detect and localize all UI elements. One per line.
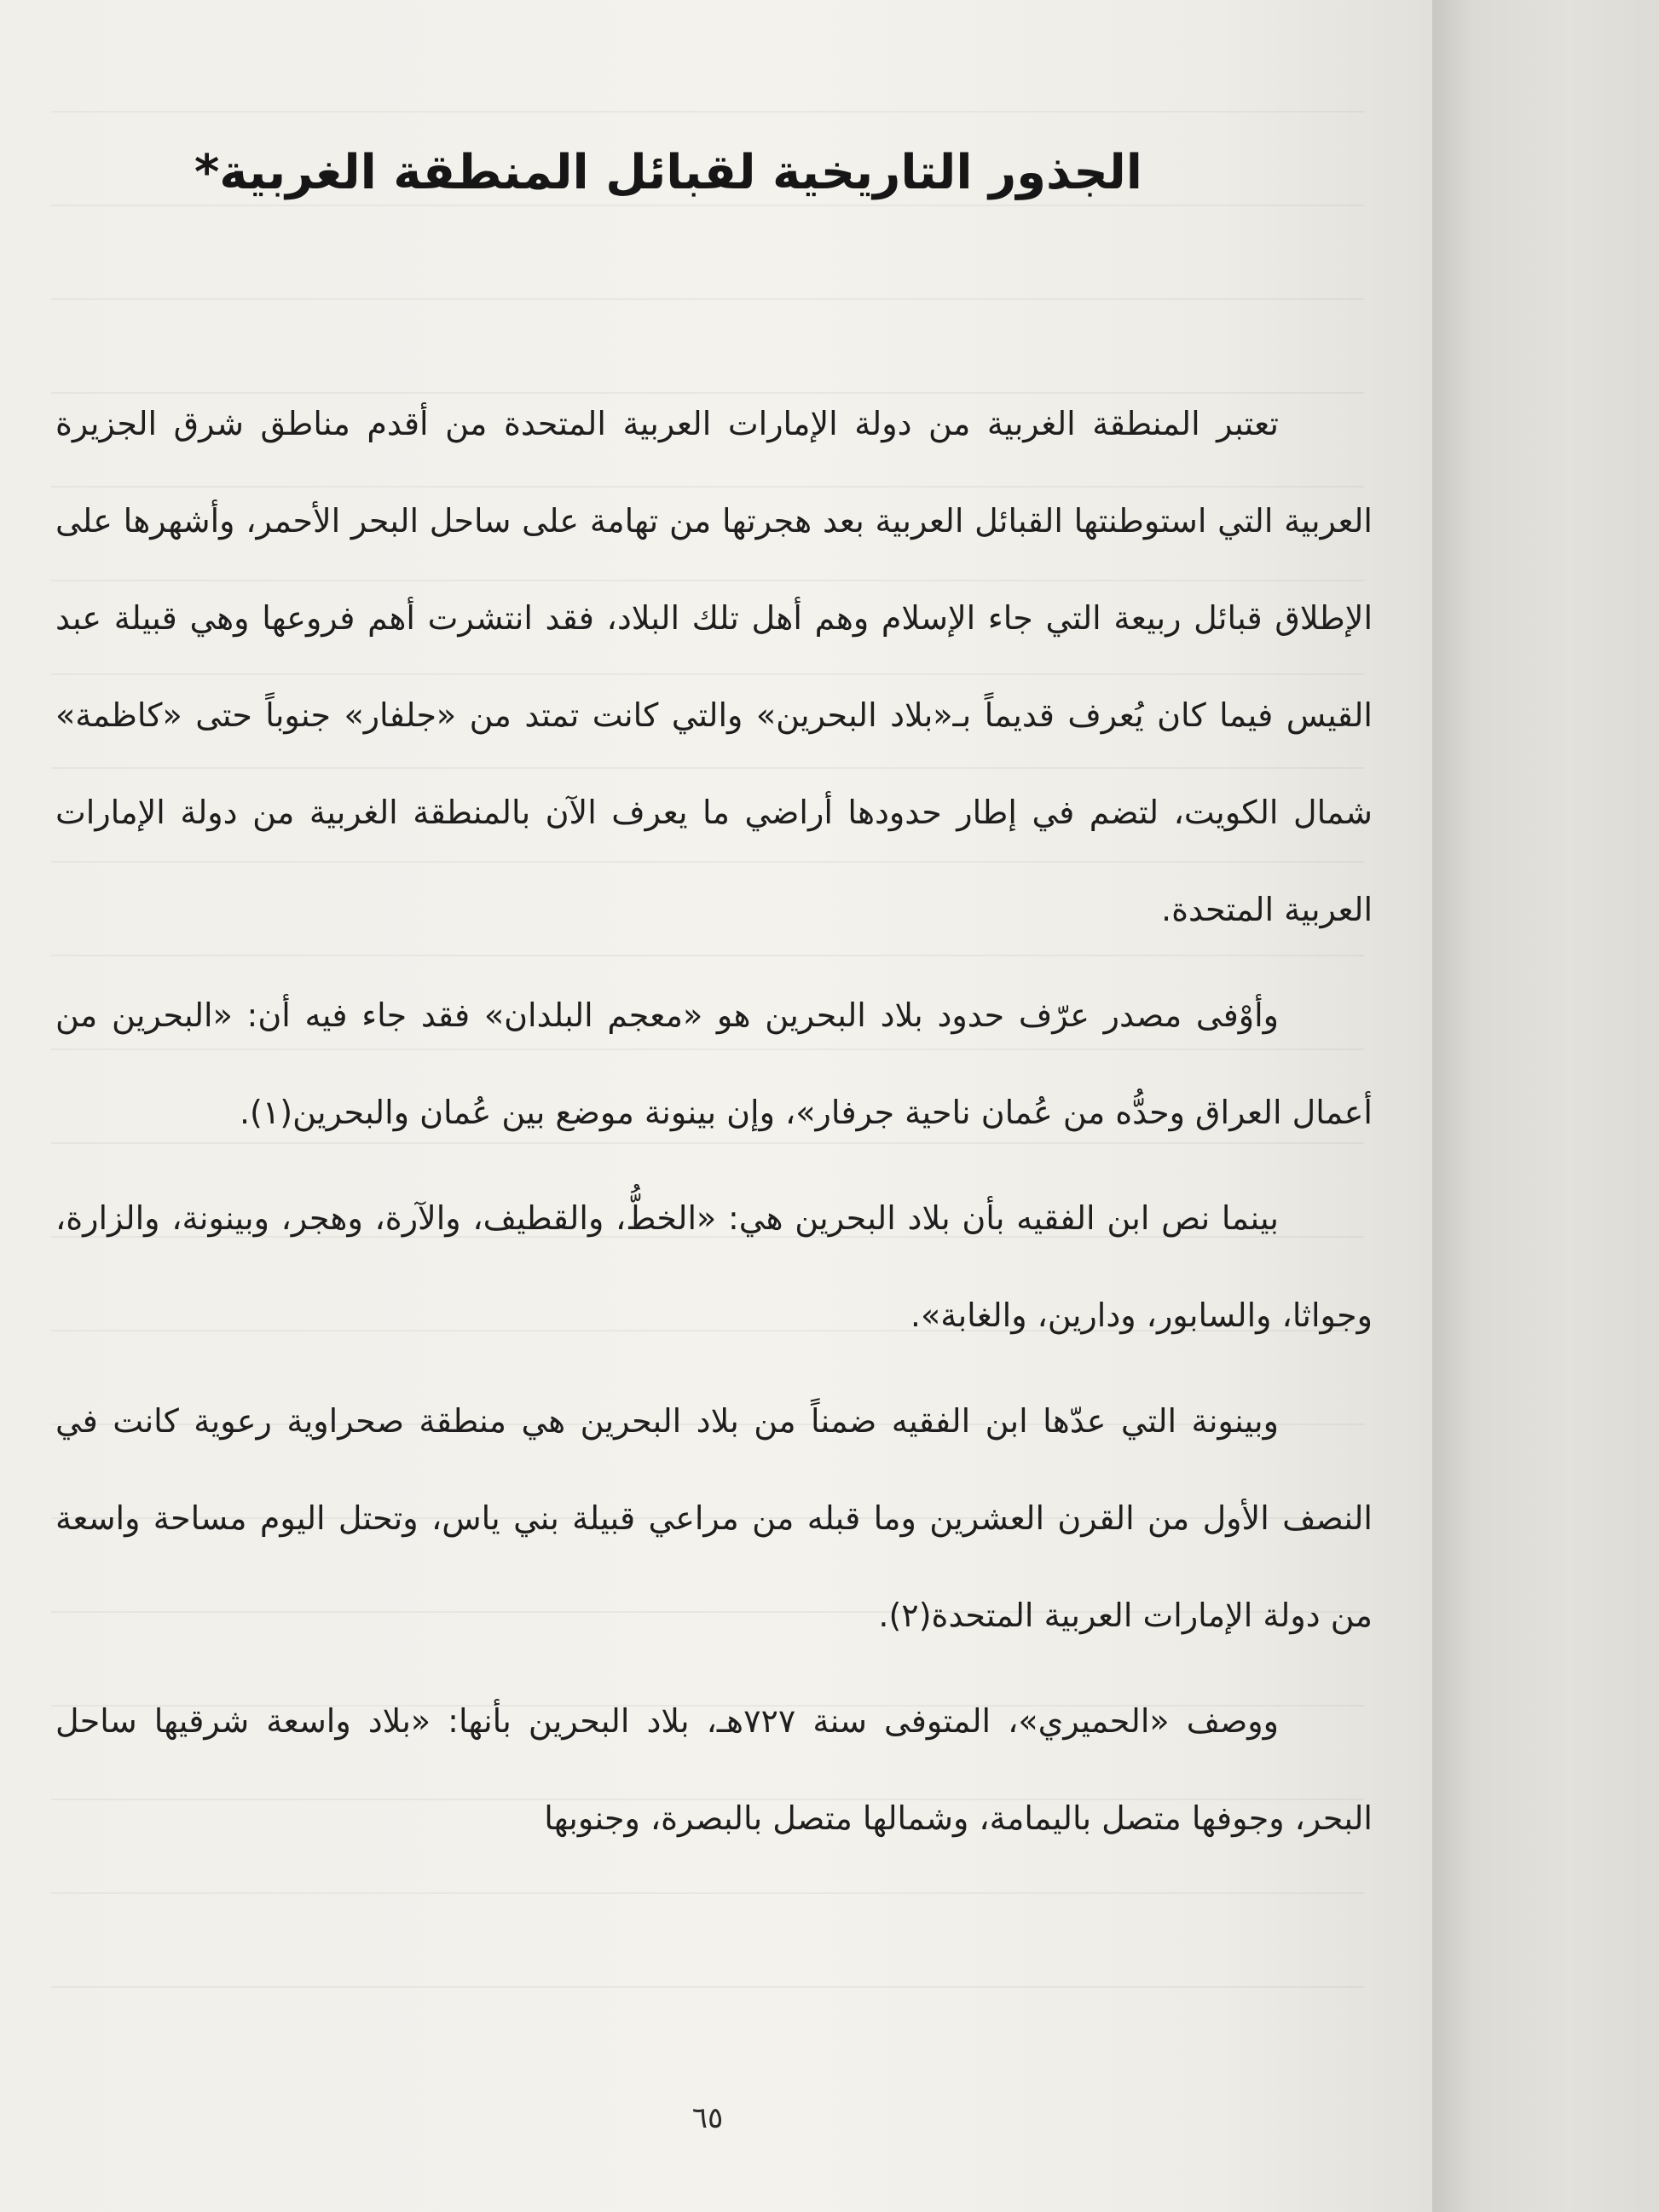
paragraph-4: وبينونة التي عدّها ابن الفقيه ضمناً من بلاد البحرين هي منطقة صحراوية رعوية كانت في النصف الأول من القرن العشرين وما قبله من مراعي قبيلة بني ياس، وتحتل اليوم مساحة واسعة من دولة الإمارات العربية المتحدة(٢).	[55, 1402, 1373, 1634]
paragraph-5: ووصف «الحميري»، المتوفى سنة ٧٢٧هـ، بلاد البحرين بأنها: «بلاد واسعة شرقيها ساحل البحر، وجوفها متصل باليمامة، وشمالها متصل بالبصرة، وجنوبها	[55, 1702, 1373, 1837]
adjacent-page-edge	[1432, 0, 1659, 2212]
paragraph-1: تعتبر المنطقة الغربية من دولة الإمارات العربية المتحدة من أقدم مناطق شرق الجزيرة العربية التي استوطنتها القبائل العربية بعد هجرتها من تهامة على ساحل البحر الأحمر، وأشهرها على الإطلاق قبائل ربيعة التي جاء الإسلام وهم أهل تلك البلاد، فقد انتشرت أهم فروعها وهي قبيلة عبد القيس فيما كان يُعرف قديماً بـ«بلاد البحرين» والتي كانت تمتد من «جلفار» جنوباً حتى «كاظمة» شمال الكويت، لتضم في إطار حدودها أراضي ما يعرف الآن بالمنطقة الغربية من دولة الإمارات العربية المتحدة.	[55, 405, 1373, 928]
paragraph-2: وأوْفى مصدر عرّف حدود بلاد البحرين هو «معجم البلدان» فقد جاء فيه أن: «البحرين من أعمال العراق وحدُّه من عُمان ناحية جرفار»، وإن بينونة موضع بين عُمان والبحرين(١).	[55, 996, 1373, 1131]
body-text	[55, 375, 1373, 1875]
page-title: الجذور التاريخية لقبائل المنطقة الغربية*	[194, 145, 1142, 200]
paragraph-3: بينما نص ابن الفقيه بأن بلاد البحرين هي: «الخطُّ، والقطيف، والآرة، وهجر، وبينونة، والزارة، وجواثا، والسابور، ودارين، والغابة».	[55, 1199, 1373, 1334]
page-number: ٦٥	[691, 2101, 724, 2135]
